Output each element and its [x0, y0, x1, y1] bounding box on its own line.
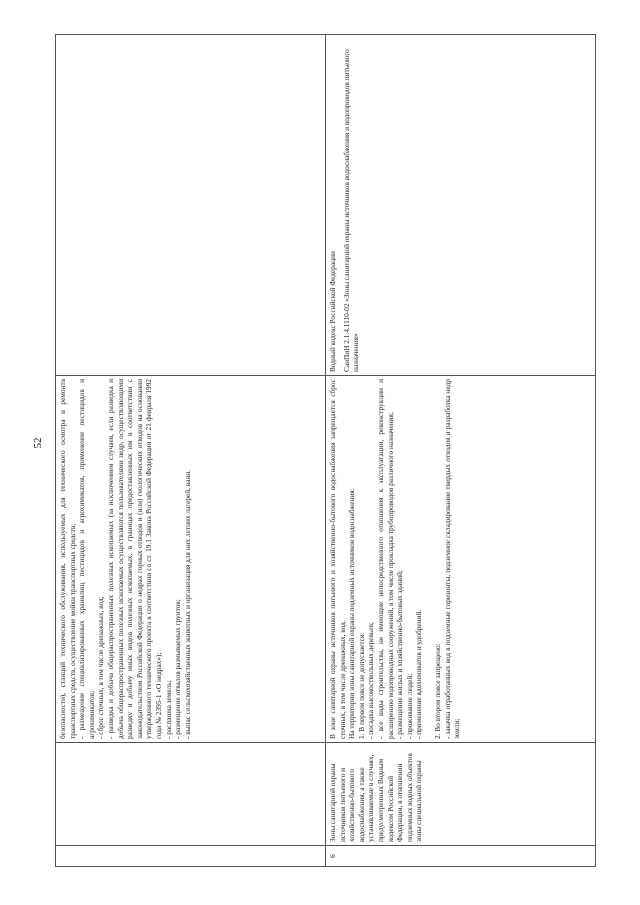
restriction-line: В зоне санитарной охраны источников питьевого и хозяйственно-бытового водоснабжения запрещается сброс сточных, в том числе дренажных, вод.: [328, 379, 347, 739]
restriction-line: - разведка и добыча общераспространенных полезных ископаемых (за исключением случаев, если разведка и добыча общераспространенных полезных ископаемых осуществляются пользователями недр, осуществляющими разведку и добычу иных видов полезных ископаемых, в границах предоставленных им в соответствии с законодательством Российской Федерации о недрах горных отводов и (или) геологических отводов на основании утвержденного технического проекта в соответствии со ст. 19.1 Закона Российской Федерации от 21 февраля 1992 года № 2395-1 «О недрах»);: [105, 379, 163, 739]
zone-name-cell: Зоны санитарной охраны источников питьевого и хозяйственно-бытового водоснабжения, а также устанавливаемые в случаях, предусмотренных Водным кодексом Российской Федерации, в отношении подземных водных объектов зоны специальной охраны: [326, 743, 596, 846]
zone-name-cell: [56, 743, 326, 846]
restriction-line: 2. Во втором поясе запрещено:: [432, 643, 442, 739]
restriction-line: - размещение отвалов размываемых грунтов;: [173, 599, 183, 739]
restriction-line: - сброс сточных, в том числе дренажных, вод;: [96, 596, 106, 739]
law-reference: СанПиН 2.1.4.1110-02 «Зоны санитарной охраны источников водоснабжения и водопроводов питьевого назначения»: [341, 49, 361, 372]
page-number: 52: [32, 437, 44, 449]
row-number-cell: 6: [326, 846, 596, 867]
legal-basis-cell: [326, 35, 596, 376]
restriction-line: - применение ядохимикатов и удобрений.: [414, 609, 424, 739]
law-reference: Водный кодекс Российской Федерации: [328, 251, 337, 372]
restriction-line: - проживание людей;: [404, 673, 414, 739]
restriction-line: - выпас сельскохозяйственных животных и организация для них летних лагерей, ванн.: [182, 469, 192, 739]
restriction-line: - посадка высокоствольных деревьев;: [366, 622, 376, 739]
table-row: [326, 35, 596, 867]
table-row: [56, 35, 326, 867]
restriction-line: На территории зоны санитарной охраны подземных источников водоснабжения:: [347, 488, 357, 739]
restrictions-cell: [56, 376, 326, 743]
restriction-line: - распашка земель;: [163, 680, 173, 739]
restriction-line: - закачка отработанных вод в подземные горизонты, подземное складирование твердых отходов и разработка недр земли;: [442, 379, 462, 739]
restriction-line: - все виды строительства, не имеющие непосредственного отношения к эксплуатации, реконструкции и расширению водопроводных сооружений, в том числе прокладка трубопроводов различного назначения;: [375, 379, 395, 739]
rotated-document-table: [55, 37, 585, 867]
zones-table: [55, 34, 596, 867]
restriction-line: 1. В первом поясе не допускается:: [356, 632, 366, 739]
legal-basis-cell: [56, 35, 326, 376]
restrictions-cell: [326, 376, 596, 743]
restriction-line: - размещение специализированных хранилищ пестицидов и агрохимикатов, применение пестицидов и агрохимикатов;: [77, 379, 96, 739]
restriction-line: безопасности), станций технического обслуживания, используемых для технического осмотра и ремонта транспортных средств, осуществление мойки транспортных средств;: [58, 379, 77, 739]
row-number-cell: [56, 846, 326, 867]
restriction-line: - размещение жилых и хозяйственно-бытовых зданий;: [395, 570, 405, 739]
